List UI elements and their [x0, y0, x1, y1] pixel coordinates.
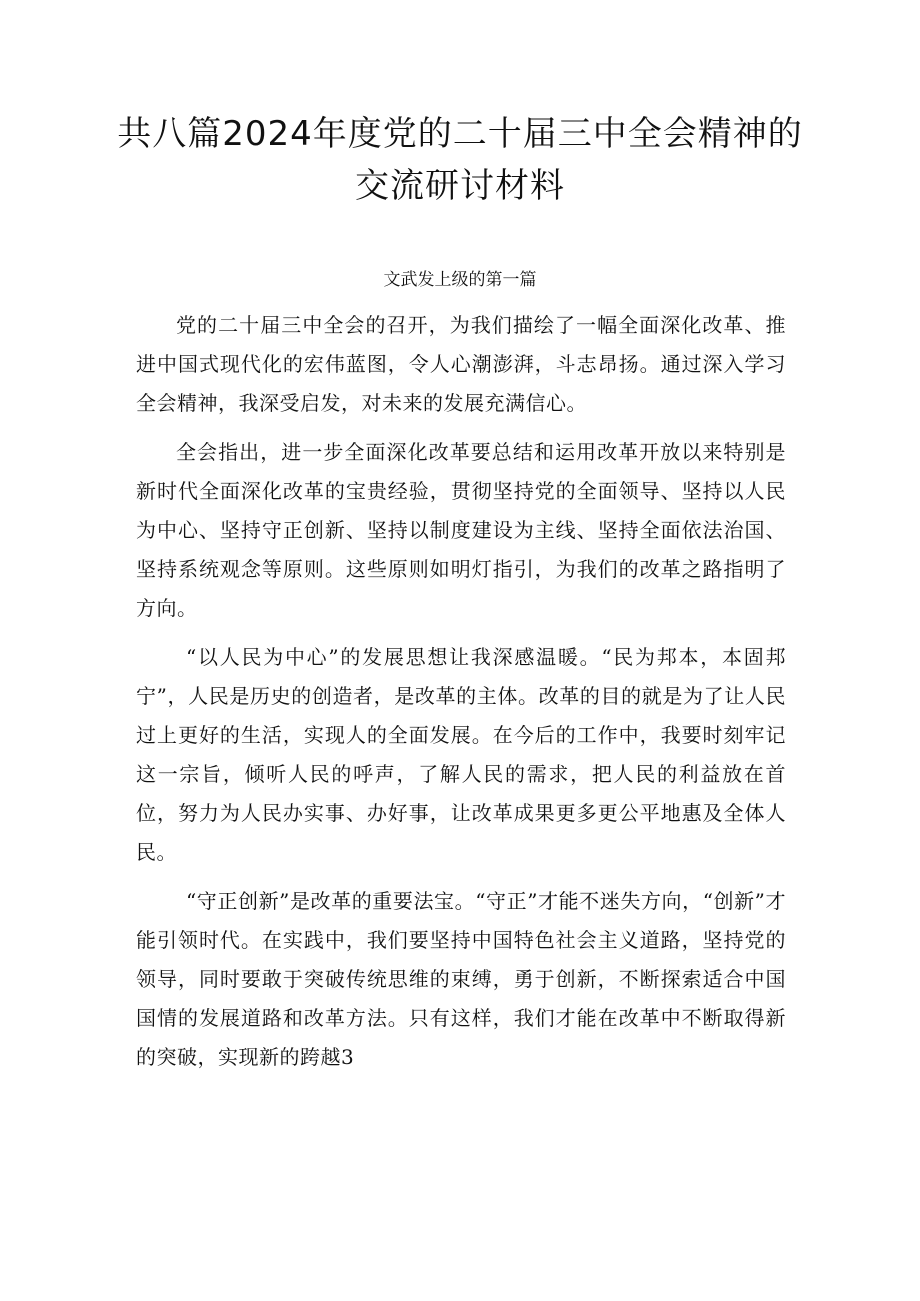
- paragraph: “以人民为中心”的发展思想让我深感温暖。“民为邦本，本固邦宁”，人民是历史的创造者，是改革的主体。改革的目的就是为了让人民过上更好的生活，实现人的全面发展。在今后的工作中，我要时刻牢记这一宗旨，倾听人民的呼声，了解人民的需求，把人民的利益放在首位，努力为人民办实事、办好事，让改革成果更多更公平地惠及全体人民。: [136, 645, 786, 864]
- document-title: 共八篇2024年度党的二十届三中全会精神的交流研讨材料: [117, 114, 803, 206]
- paragraph: 党的二十届三中全会的召开，为我们描绘了一幅全面深化改革、推进中国式现代化的宏伟蓝图，令人心潮澎湃，斗志昂扬。通过深入学习全会精神，我深受启发，对未来的发展充满信心。: [136, 313, 786, 415]
- document-body: [136, 306, 786, 1087]
- paragraph: “守正创新”是改革的重要法宝。“守正”才能不迷失方向，“创新”才能引领时代。在实践中，我们要坚持中国特色社会主义道路，坚持党的领导，同时要敢于突破传统思维的束缚，勇于创新，不断探索适合中国国情的发展道路和改革方法。只有这样，我们才能在改革中不断取得新的突破，实现新的跨越3: [136, 889, 786, 1069]
- paragraph: 全会指出，进一步全面深化改革要总结和运用改革开放以来特别是新时代全面深化改革的宝贵经验，贯彻坚持党的全面领导、坚持以人民为中心、坚持守正创新、坚持以制度建设为主线、坚持全面依法治国、坚持系统观念等原则。这些原则如明灯指引，为我们的改革之路指明了方向。: [136, 440, 786, 620]
- document-subtitle: 文武发上级的第一篇: [383, 270, 537, 290]
